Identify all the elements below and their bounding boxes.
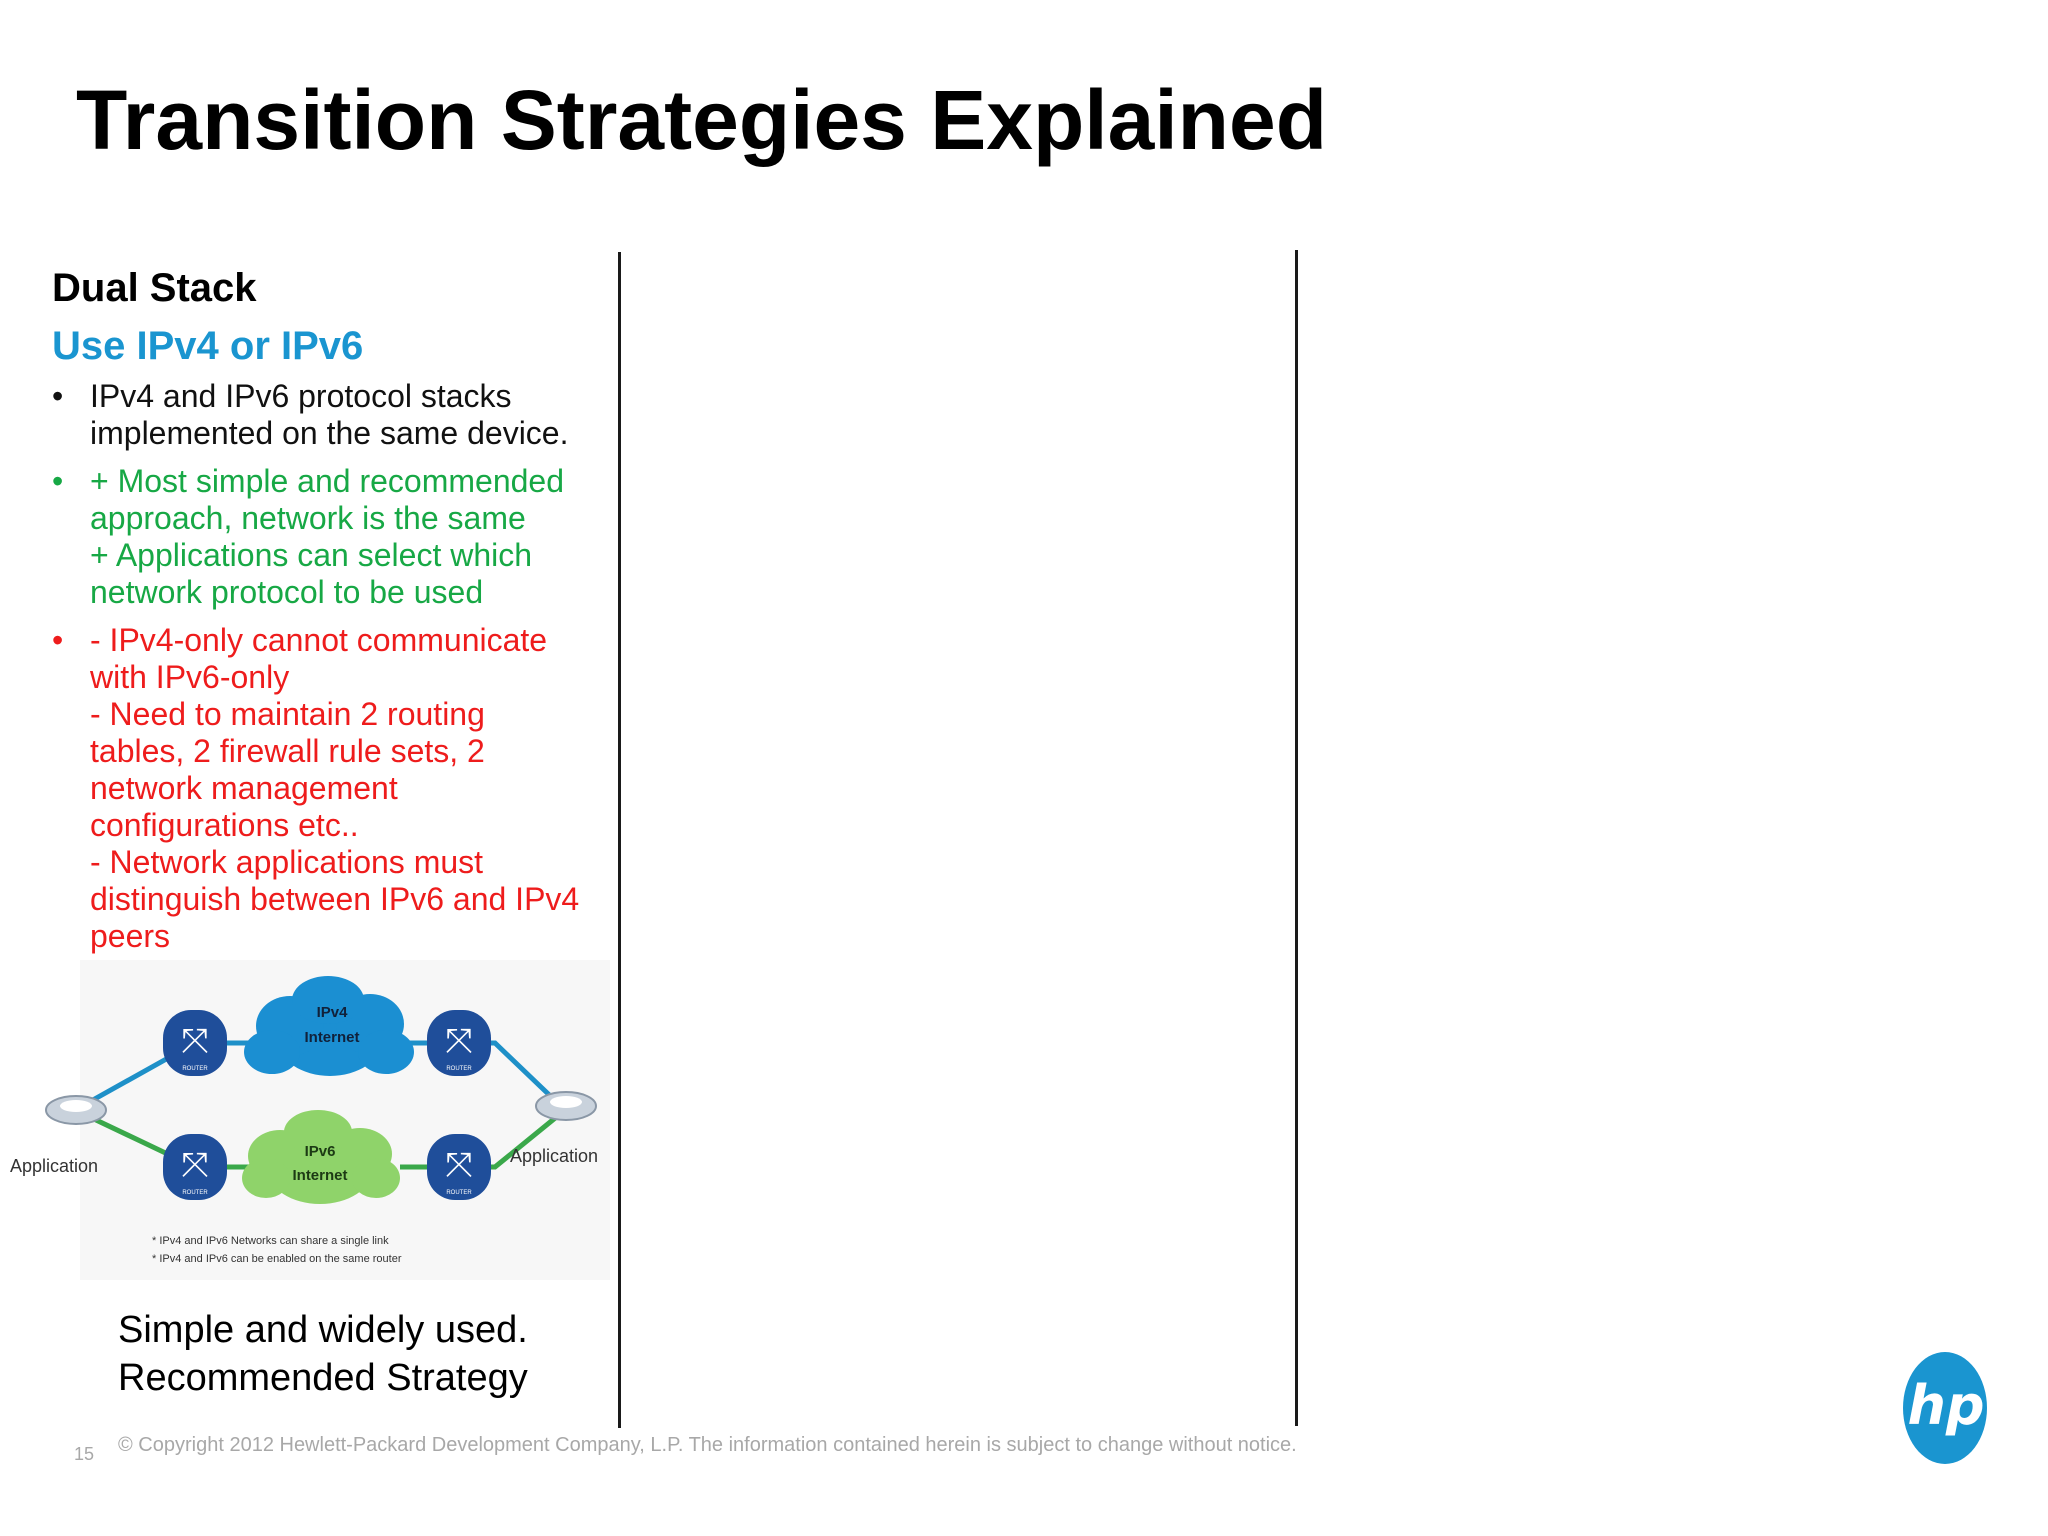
slide-title: Transition Strategies Explained — [76, 73, 1328, 167]
right-application-label: Application — [510, 1146, 599, 1166]
hp-logo-text: hp — [1907, 1374, 1985, 1437]
ipv6-cloud-sublabel: Internet — [292, 1167, 348, 1184]
svg-text:⤧: ⤧ — [181, 1021, 209, 1061]
application-node-icon — [46, 1096, 106, 1124]
diagram-note: * IPv4 and IPv6 can be enabled on the same router — [152, 1253, 402, 1265]
bullet-marker: • — [52, 378, 64, 414]
bullet-list — [52, 378, 642, 966]
svg-text:ROUTER: ROUTER — [446, 1066, 472, 1072]
hp-logo — [1900, 1350, 1990, 1466]
svg-text:⤧: ⤧ — [181, 1145, 209, 1185]
bullet-line: - Network applications must — [90, 844, 484, 880]
diagram-note: * IPv4 and IPv6 Networks can share a single link — [152, 1235, 389, 1247]
bullet-line: network protocol to be used — [90, 574, 484, 610]
bullet-marker: • — [52, 463, 64, 499]
bullet-line: with IPv6-only — [90, 659, 290, 695]
bullet-item — [52, 378, 642, 452]
router-icon — [163, 1010, 227, 1076]
dual-stack-diagram — [10, 960, 610, 1280]
bullet-line: implemented on the same device. — [90, 415, 569, 451]
page-number: 15 — [74, 1444, 95, 1464]
section-heading: Dual Stack — [52, 266, 257, 310]
column-divider — [1295, 250, 1298, 1426]
bullet-line: configurations etc.. — [90, 807, 359, 843]
application-node-icon — [536, 1092, 596, 1120]
bullet-line: peers — [90, 918, 171, 954]
svg-text:ROUTER: ROUTER — [446, 1190, 472, 1196]
bullet-item-pros — [52, 463, 642, 611]
summary-line: Simple and widely used. — [118, 1309, 528, 1351]
svg-text:ROUTER: ROUTER — [182, 1066, 208, 1072]
summary-text — [118, 1306, 528, 1402]
svg-text:ROUTER: ROUTER — [182, 1190, 208, 1196]
bullet-line: + Most simple and recommended — [90, 463, 564, 499]
bullet-item-cons — [52, 622, 642, 955]
column-divider — [618, 252, 621, 1428]
router-icon — [163, 1134, 227, 1200]
bullet-line: approach, network is the same — [90, 500, 526, 536]
bullet-line: distinguish between IPv6 and IPv4 — [90, 881, 580, 917]
copyright-notice: © Copyright 2012 Hewlett-Packard Development Company, L.P. The information contained herein is subject to change without notice. — [118, 1434, 1297, 1456]
ipv6-cloud-label: IPv6 — [304, 1143, 336, 1160]
section-subheading: Use IPv4 or IPv6 — [52, 324, 364, 368]
bullet-line: tables, 2 firewall rule sets, 2 — [90, 733, 485, 769]
ipv4-cloud-label: IPv4 — [316, 1004, 348, 1021]
summary-line: Recommended Strategy — [118, 1357, 528, 1399]
bullet-line: + Applications can select which — [90, 537, 533, 573]
bullet-line: network management — [90, 770, 398, 806]
ipv4-cloud-sublabel: Internet — [304, 1029, 360, 1046]
bullet-line: - Need to maintain 2 routing — [90, 696, 485, 732]
bullet-marker: • — [52, 622, 64, 658]
router-icon — [427, 1010, 491, 1076]
left-application-label: Application — [10, 1156, 99, 1176]
svg-text:⤧: ⤧ — [445, 1145, 473, 1185]
bullet-line: - IPv4-only cannot communicate — [90, 622, 548, 658]
bullet-line: IPv4 and IPv6 protocol stacks — [90, 378, 512, 414]
svg-text:⤧: ⤧ — [445, 1021, 473, 1061]
router-icon — [427, 1134, 491, 1200]
